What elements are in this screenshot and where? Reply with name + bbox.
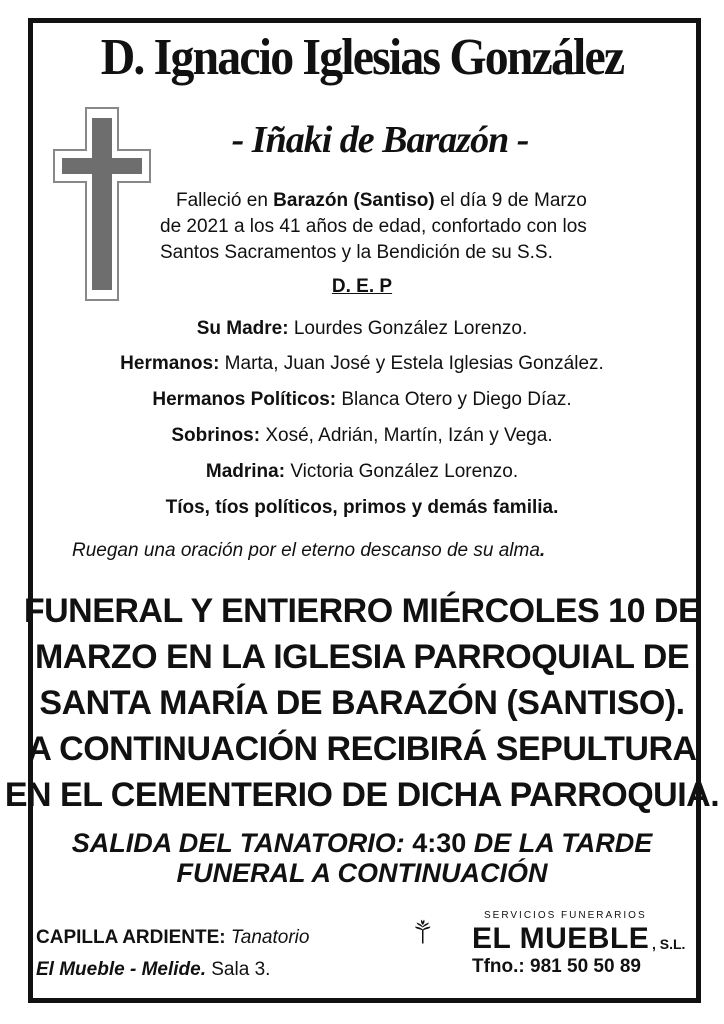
family-line-godmother	[0, 461, 724, 483]
intro-text: el día 9 de Marzo	[434, 190, 587, 211]
family-label: Hermanos Políticos:	[152, 389, 337, 410]
intro-text: Falleció en	[176, 190, 274, 211]
funeral-line: A CONTINUACIÓN RECIBIRÁ SEPULTURA	[27, 730, 697, 768]
family-line-siblings	[0, 353, 724, 375]
chapel-place: Tanatorio	[225, 927, 310, 948]
prayer-text	[72, 540, 672, 562]
family-names: Lourdes González Lorenzo.	[288, 318, 528, 339]
family-line-others	[0, 497, 724, 519]
family-label: Su Madre:	[196, 318, 289, 339]
family-label: Madrina:	[205, 461, 286, 482]
departure-line-2: FUNERAL A CONTINUACIÓN	[176, 858, 548, 888]
family-line-mother	[0, 318, 724, 340]
funeral-line: EN EL CEMENTERIO DE DICHA PARROQUIA.	[4, 776, 720, 814]
prayer-period: .	[539, 540, 546, 561]
deceased-name: D. Ignacio Iglesias González	[100, 29, 624, 86]
family-names: Xosé, Adrián, Martín, Izán y Vega.	[260, 425, 553, 446]
dep-heading: D. E. P	[331, 276, 393, 297]
departure-info	[0, 828, 724, 888]
intro-line-2: de 2021 a los 41 años de edad, confortado con los	[160, 216, 587, 237]
departure-label: SALIDA DEL TANATORIO:	[71, 828, 413, 858]
family-names: Blanca Otero y Diego Díaz.	[336, 389, 572, 410]
brand-subtitle: SERVICIOS FUNERARIOS	[484, 910, 647, 921]
family-label: Tíos, tíos políticos, primos y demás familia.	[165, 497, 559, 518]
intro-line-3: Santos Sacramentos y la Bendición de su S.S.	[160, 242, 553, 263]
funeral-line: SANTA MARÍA DE BARAZÓN (SANTISO).	[39, 684, 685, 722]
deceased-alias: - Iñaki de Barazón -	[231, 119, 529, 161]
departure-when: DE LA TARDE	[466, 828, 653, 858]
funeral-line: MARZO EN LA IGLESIA PARROQUIAL DE	[34, 638, 690, 676]
family-line-in-laws	[0, 389, 724, 411]
family-label: Hermanos:	[120, 353, 220, 374]
cross-icon	[50, 104, 154, 304]
death-notice-text	[160, 188, 660, 266]
chapel-label: CAPILLA ARDIENTE:	[36, 927, 226, 948]
chapel-room: Sala 3.	[205, 959, 271, 980]
funeral-line: FUNERAL Y ENTIERRO MIÉRCOLES 10 DE	[23, 592, 701, 630]
prayer-sentence: Ruegan una oración por el eterno descanso de su alma	[72, 540, 540, 561]
family-line-nephews	[0, 425, 724, 447]
chapel-location: El Mueble - Melide.	[36, 959, 206, 980]
brand-name: EL MUEBLE	[472, 922, 650, 955]
departure-time: 4:30	[412, 828, 467, 858]
brand-phone: Tfno.: 981 50 50 89	[472, 956, 641, 977]
death-place: Barazón (Santiso)	[273, 190, 435, 211]
chapel-info	[36, 922, 309, 986]
family-names: Marta, Juan José y Estela Iglesias González.	[219, 353, 604, 374]
funeral-announcement	[0, 588, 724, 818]
family-names: Victoria González Lorenzo.	[285, 461, 519, 482]
brand-suffix: , S.L.	[652, 936, 686, 952]
family-label: Sobrinos:	[171, 425, 261, 446]
